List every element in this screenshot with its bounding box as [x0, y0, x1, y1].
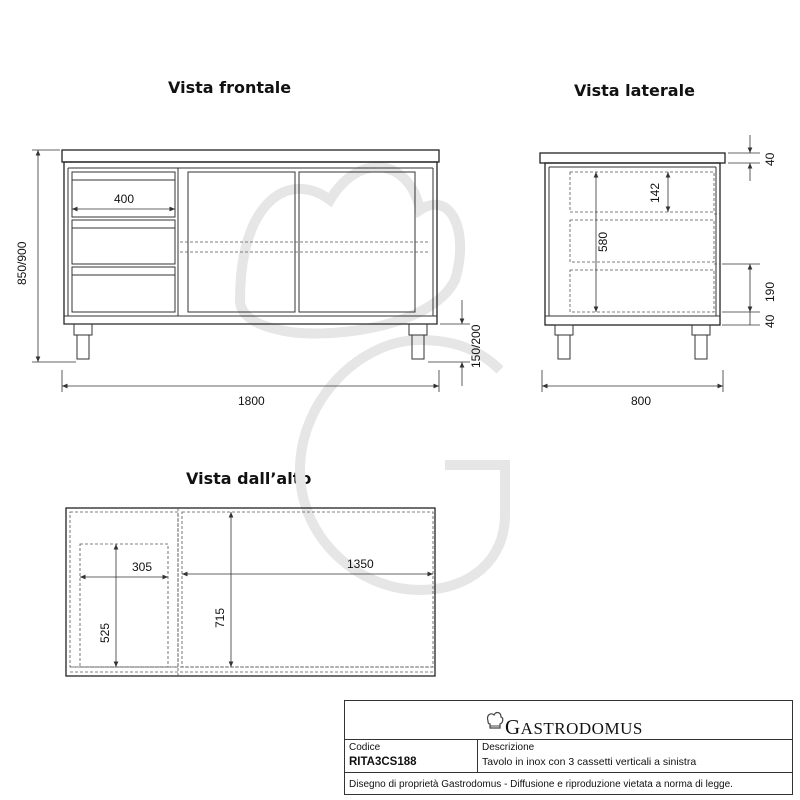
- dim-top-drawer-depth: 525: [98, 622, 112, 643]
- side-view-title: Vista laterale: [574, 81, 695, 100]
- side-view: [540, 135, 777, 408]
- code-label: Codice: [349, 742, 381, 753]
- dim-top-inner-depth: 715: [213, 607, 227, 628]
- description-label: Descrizione: [482, 742, 535, 753]
- info-row: [345, 739, 792, 773]
- footer-row: [345, 772, 792, 797]
- dim-top-drawer-width: 305: [132, 560, 153, 574]
- top-view: [66, 508, 435, 676]
- dim-inner-height: 580: [596, 231, 610, 252]
- dim-top-inner-width: 1350: [347, 557, 374, 571]
- dim-total-width: 1800: [238, 394, 265, 408]
- dim-right-40: 40: [763, 314, 777, 328]
- chef-hat-icon: [485, 709, 505, 733]
- dim-drawer-width: 400: [114, 192, 135, 206]
- code-cell: [345, 740, 478, 773]
- dim-right-190: 190: [763, 281, 777, 302]
- dim-top-thickness: 40: [763, 152, 777, 166]
- logo-row: [345, 701, 792, 739]
- front-view-title: Vista frontale: [168, 78, 292, 97]
- watermark-logo: [240, 167, 505, 590]
- product-code: RITA3CS188: [349, 756, 417, 768]
- dim-leg-height: 150/200: [469, 324, 483, 368]
- dim-total-height: 850/900: [15, 241, 29, 285]
- brand-rest: ASTRODOMUS: [520, 719, 643, 738]
- top-view-title: Vista dall’alto: [186, 469, 312, 488]
- copyright-notice: Disegno di proprietà Gastrodomus - Diffusione e riproduzione vietata a norma di legge.: [349, 779, 733, 790]
- brand-name: [505, 715, 643, 740]
- product-description: Tavolo in inox con 3 cassetti verticali a sinistra: [482, 756, 697, 768]
- brand-initial: G: [505, 715, 521, 739]
- description-cell: [478, 740, 794, 773]
- title-block: [344, 700, 793, 795]
- dim-depth: 800: [631, 394, 652, 408]
- dim-drawer-height: 142: [648, 182, 662, 203]
